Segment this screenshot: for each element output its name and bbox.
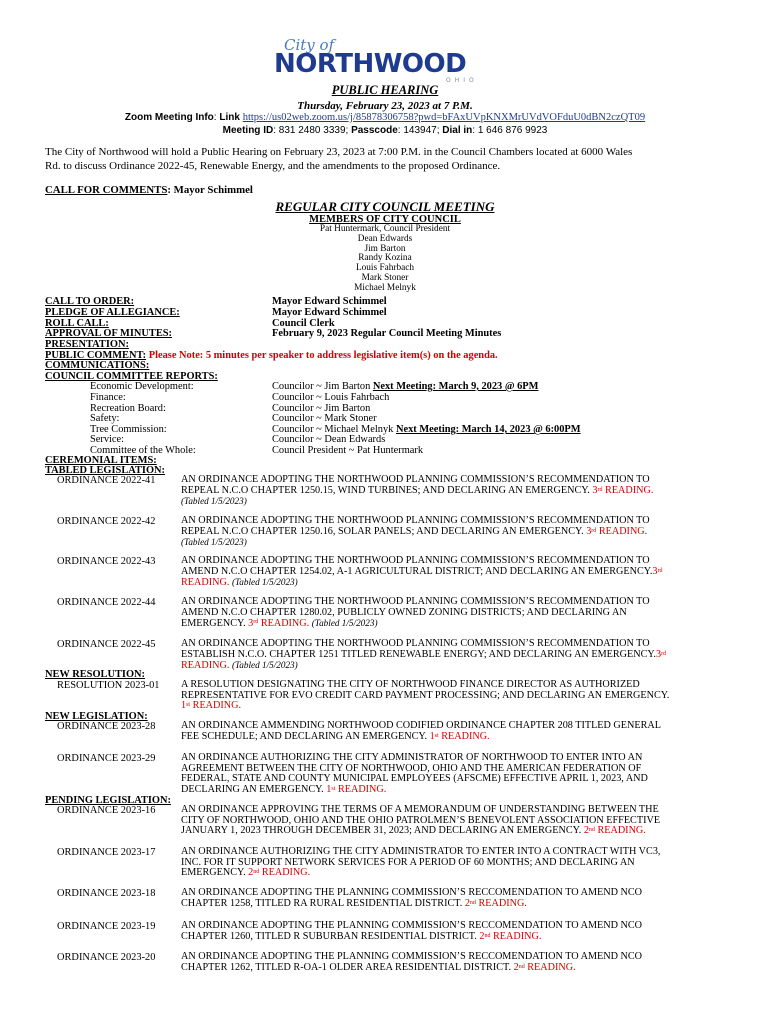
- hearing-paragraph-1: The City of Northwood will hold a Public Hearing on February 23, 2023 at 7:00 P.M. in the Council Chambers located at 6000 Wales: [45, 146, 633, 158]
- ordinance-text: AN ORDINANCE ADOPTING THE NORTHWOOD PLANNING COMMISSION’S RECOMMENDATION TO AMEND N.C.O CHAPTER 1280.02, PUBLICLY OWNED ZONING DISTRICTS; AND DECLARING AN EMERGENCY. 3rd READING. (Tabled 1/5/2023): [181, 596, 650, 629]
- zoom-info: Zoom Meeting Info: Link https://us02web.zoom.us/j/85878306758?pwd=bFAxUVpKNXMrUVdVOFduU0dBN2czQT09: [124, 112, 646, 123]
- resolution-text: A RESOLUTION DESIGNATING THE CITY OF NORTHWOOD FINANCE DIRECTOR AS AUTHORIZED REPRESENTATIVE FOR EVO CREDIT CARD PAYMENT PROCESSING; AND DECLARING AN EMERGENCY. 1st READING.: [181, 679, 670, 711]
- committee-name: Finance:: [90, 392, 126, 403]
- ordinance-number: ORDINANCE 2023-16: [57, 805, 156, 816]
- ordinance-number: ORDINANCE 2022-45: [57, 639, 156, 650]
- committee-name: Tree Commission:: [90, 424, 167, 435]
- city-logo: [270, 36, 500, 86]
- ordinance-number: ORDINANCE 2023-19: [57, 921, 156, 932]
- ceremonial-items: CEREMONIAL ITEMS:: [45, 455, 157, 466]
- committee-value: Councilor ~ Jim Barton Next Meeting: March 9, 2023 @ 6PM: [272, 381, 539, 392]
- new-resolution-title: NEW RESOLUTION:: [45, 669, 145, 680]
- agenda-label: CALL TO ORDER:: [45, 296, 135, 307]
- new-legislation-title: NEW LEGISLATION:: [45, 711, 148, 722]
- hearing-title: PUBLIC HEARING: [331, 83, 439, 97]
- agenda-value: February 9, 2023 Regular Council Meeting Minutes: [272, 328, 502, 339]
- ordinance-number: ORDINANCE 2023-29: [57, 753, 156, 764]
- hearing-paragraph-2: Rd. to discuss Ordinance 2022-45, Renewable Energy, and the amendments to the proposed Ordinance.: [45, 160, 501, 172]
- ordinance-text: AN ORDINANCE AUTHORIZING THE CITY ADMINISTRATOR TO ENTER INTO A CONTRACT WITH VC3, INC. FOR IT SUPPORT NETWORK SERVICES FOR A PERIOD OF 60 MONTHS; AND DECLARING AN EMERGENCY. 2nd READING.: [181, 846, 661, 878]
- ordinance-text: AN ORDINANCE ADOPTING THE NORTHWOOD PLANNING COMMISSION’S RECOMMENDATION TO AMEND N.C.O CHAPTER 1254.02, A-1 AGRICULTURAL DISTRICT; AND DECLARING AN EMERGENCY.3rd READING. (Tabled 1/5/2023): [181, 555, 663, 588]
- committee-value: Councilor ~ Michael Melnyk Next Meeting: March 14, 2023 @ 6:00PM: [272, 424, 581, 435]
- hearing-date: Thursday, February 23, 2023 at 7 P.M.: [297, 100, 473, 112]
- public-comment: PUBLIC COMMENT: Please Note: 5 minutes per speaker to address legislative item(s) on the agenda.: [45, 350, 498, 361]
- committee-value: Councilor ~ Louis Fahrbach: [272, 392, 390, 403]
- ordinance-number: ORDINANCE 2022-41: [57, 475, 156, 486]
- committee-value: Councilor ~ Jim Barton: [272, 403, 371, 414]
- member: Randy Kozina: [358, 253, 412, 264]
- ordinance-text: AN ORDINANCE ADOPTING THE NORTHWOOD PLANNING COMMISSION’S RECOMMENDATION TO REPEAL N.C.O CHAPTER 1250.16, SOLAR PANELS; AND DECLARING AN EMERGENCY. 3rd READING. (Tabled 1/5/2023): [181, 515, 650, 547]
- ordinance-number: ORDINANCE 2022-44: [57, 597, 156, 608]
- ordinance-number: ORDINANCE 2023-18: [57, 888, 156, 899]
- ordinance-number: ORDINANCE 2022-43: [57, 556, 156, 567]
- committee-name: Safety:: [90, 413, 120, 424]
- resolution-number: RESOLUTION 2023-01: [57, 680, 160, 691]
- agenda-label: ROLL CALL:: [45, 318, 109, 329]
- ordinance-text: AN ORDINANCE ADOPTING THE PLANNING COMMISSION’S RECCOMENDATION TO AMEND NCO CHAPTER 1258, TITLED RA RURAL RESIDENTIAL DISTRICT. 2nd READING.: [181, 887, 643, 909]
- committee-name: Service:: [90, 434, 125, 445]
- ordinance-number: ORDINANCE 2023-20: [57, 952, 156, 963]
- member: Louis Fahrbach: [355, 263, 415, 274]
- zoom-link[interactable]: https://us02web.zoom.us/j/85878306758?pwd=bFAxUVpKNXMrUVdVOFduU0dBN2czQT09: [242, 112, 646, 123]
- agenda-label: PLEDGE OF ALLEGIANCE:: [45, 307, 180, 318]
- pending-legislation-title: PENDING LEGISLATION:: [45, 795, 171, 806]
- ordinance-number: ORDINANCE 2023-28: [57, 721, 156, 732]
- committee-value: Councilor ~ Dean Edwards: [272, 434, 386, 445]
- ordinance-number: ORDINANCE 2022-42: [57, 516, 156, 527]
- committee-name: Recreation Board:: [90, 403, 166, 414]
- committee-name: Committee of the Whole:: [90, 445, 196, 456]
- agenda-label: PRESENTATION:: [45, 339, 129, 350]
- members-list: [0, 225, 770, 294]
- committee-title: COUNCIL COMMITTEE REPORTS:: [45, 371, 218, 382]
- meeting-id-line: Meeting ID: 831 2480 3339; Passcode: 143947; Dial in: 1 646 876 9923: [222, 125, 548, 136]
- agenda-value: Council Clerk: [272, 318, 335, 329]
- member: Dean Edwards: [357, 233, 413, 244]
- committee-value: Councilor ~ Mark Stoner: [272, 413, 377, 424]
- logo-sub: OHIO: [446, 77, 478, 84]
- ordinance-text: AN ORDINANCE ADOPTING THE PLANNING COMMISSION’S RECCOMENDATION TO AMEND NCO CHAPTER 1262, TITLED R-OA-1 OLDER AREA RESIDENTIAL DISTRICT. 2nd READING.: [181, 951, 643, 973]
- committee-name: Economic Development:: [90, 381, 194, 392]
- meeting-title: REGULAR CITY COUNCIL MEETING: [275, 199, 495, 214]
- logo-script: City of: [284, 36, 335, 54]
- member: Michael Melnyk: [354, 282, 416, 293]
- agenda-label: APPROVAL OF MINUTES:: [45, 328, 173, 339]
- logo-main: NORTHWOOD: [274, 49, 467, 79]
- committee-value: Council President ~ Pat Huntermark: [272, 445, 424, 456]
- tabled-title: TABLED LEGISLATION:: [45, 465, 166, 476]
- ordinance-text: AN ORDINANCE ADOPTING THE NORTHWOOD PLANNING COMMISSION’S RECOMMENDATION TO REPEAL N.C.O CHAPTER 1250.15, WIND TURBINES; AND DECLARING AN EMERGENCY. 3rd READING. (Tabled 1/5/2023): [181, 474, 654, 506]
- members-title: MEMBERS OF CITY COUNCIL: [309, 214, 461, 225]
- ordinance-number: ORDINANCE 2023-17: [57, 847, 156, 858]
- member: Mark Stoner: [361, 272, 409, 283]
- ordinance-text: AN ORDINANCE ADOPTING THE PLANNING COMMISSION’S RECCOMENDATION TO AMEND NCO CHAPTER 1260, TITLED R SUBURBAN RESIDENTIAL DISTRICT. 2nd READING.: [181, 920, 643, 942]
- call-for-comments: CALL FOR COMMENTS: Mayor Schimmel: [45, 184, 253, 196]
- ordinance-text: AN ORDINANCE ADOPTING THE NORTHWOOD PLANNING COMMISSION’S RECOMMENDATION TO ESTABLISH N.C.O. CHAPTER 1251 TITLED RENEWABLE ENERGY; AND DECLARING AN EMERGENCY.3rd READING. (Tabled 1/5/2023): [181, 638, 667, 671]
- ordinance-text: AN ORDINANCE AUTHORIZING THE CITY ADMINISTRATOR OF NORTHWOOD TO ENTER INTO AN AGREEMENT BETWEEN THE CITY OF NORTHWOOD, OHIO AND THE AMERICAN FEDERATION OF FEDERAL, STATE AND COUNTY MUNICIPAL EMPLOYEES (AFSCME) EFFECTIVE APRIL 1, 2023, AND DECLARING AN EMERGENCY. 1st READING.: [181, 752, 648, 795]
- agenda-value: Mayor Edward Schimmel: [272, 296, 387, 307]
- agenda-value: Mayor Edward Schimmel: [272, 307, 387, 318]
- ordinance-text: AN ORDINANCE APPROVING THE TERMS OF A MEMORANDUM OF UNDERSTANDING BETWEEN THE CITY OF NORTHWOOD, OHIO AND THE OHIO PATROLMEN’S BENEVOLENT ASSOCIATION EFFECTIVE JANUARY 1, 2023 THROUGH DECEMBER 31, 2023; AND DECLARING AN EMERGENCY. 2nd READING.: [181, 804, 661, 836]
- member: Jim Barton: [364, 243, 406, 254]
- communications: COMMUNICATIONS:: [45, 360, 150, 371]
- member: Pat Huntermark, Council President: [319, 224, 451, 234]
- ordinance-text: AN ORDINANCE AMMENDING NORTHWOOD CODIFIED ORDINANCE CHAPTER 208 TITLED GENERAL FEE SCHEDULE; AND DECLARING AN EMERGENCY. 1st READING.: [181, 720, 661, 742]
